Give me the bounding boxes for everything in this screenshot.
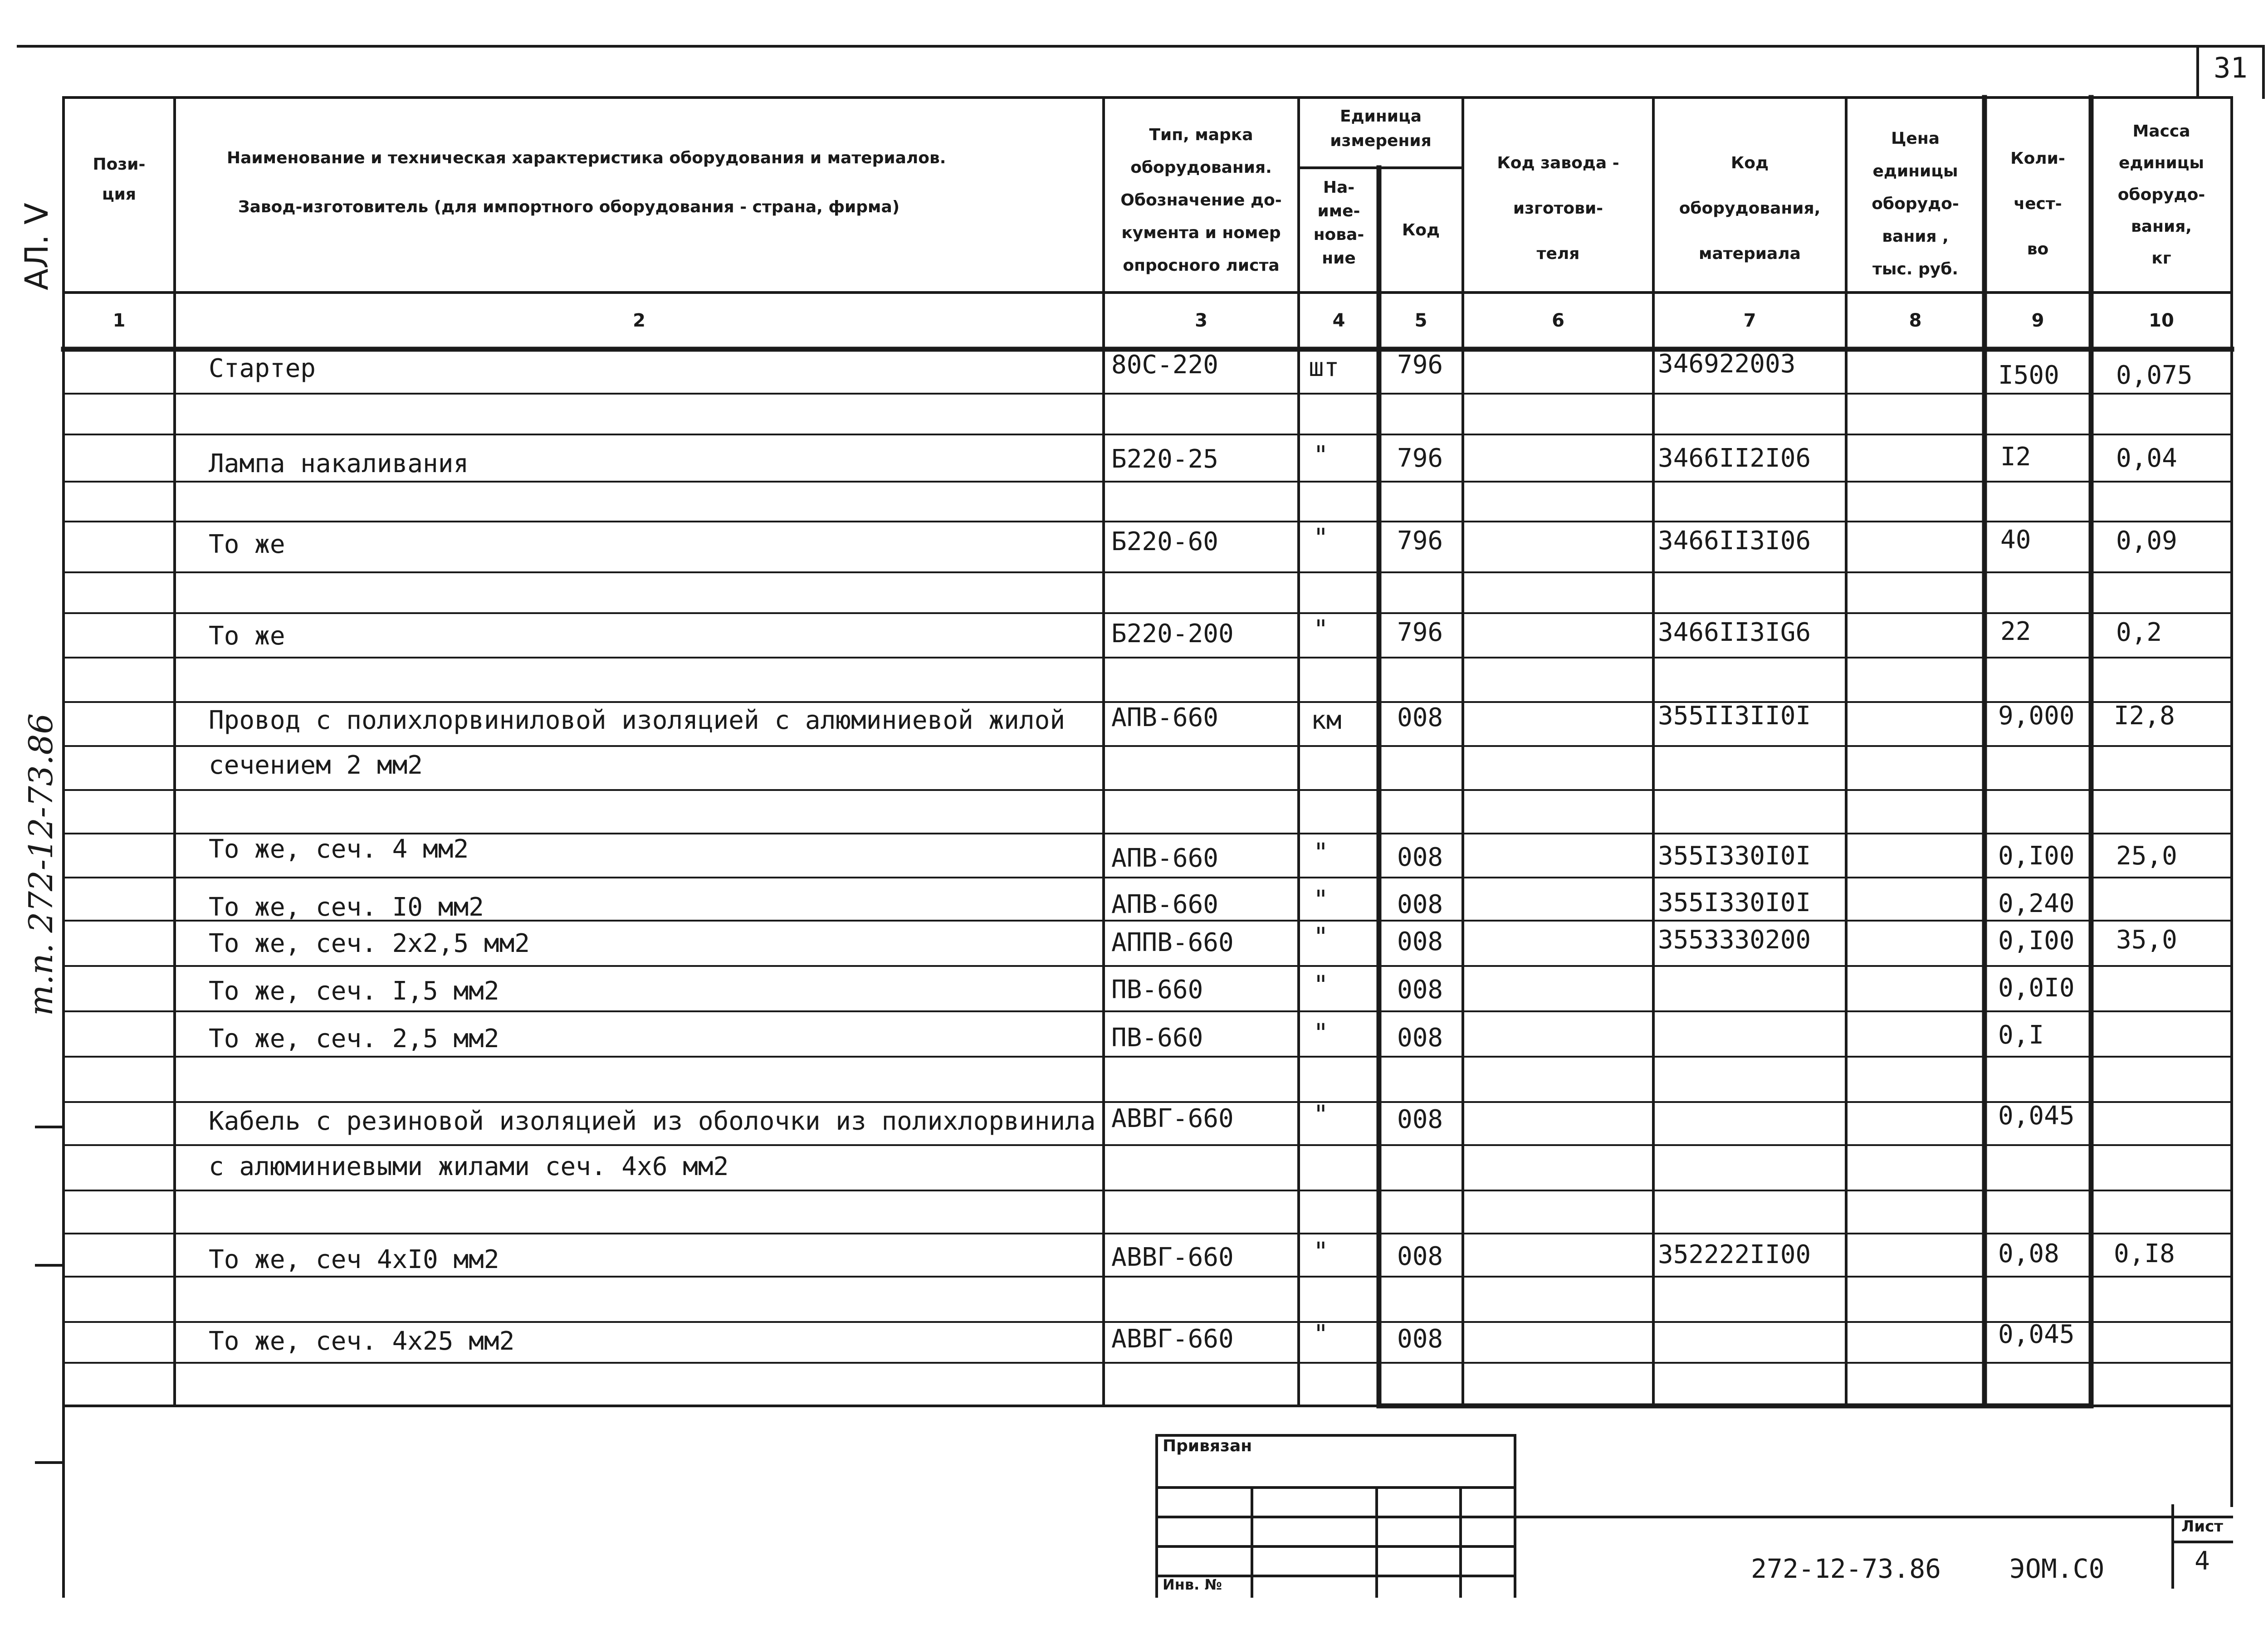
item-quantity: 0,I00 <box>1998 841 2075 871</box>
item-quantity: 0,240 <box>1998 889 2075 918</box>
item-quantity: 0,I00 <box>1998 926 2075 956</box>
document-code: 272-12-73.86 <box>1751 1553 1941 1584</box>
page-number: 31 <box>2214 51 2248 84</box>
item-mass: 0,2 <box>2116 618 2162 647</box>
item-unit: " <box>1313 1019 1329 1048</box>
item-unit-code: 008 <box>1397 927 1443 956</box>
column-number: 2 <box>633 310 645 331</box>
item-mass: 0,I8 <box>2114 1239 2175 1268</box>
header-quantity: Коли- чест- во <box>2010 149 2065 259</box>
item-unit-code: 796 <box>1397 618 1443 647</box>
item-name: То же, сеч. 4 мм2 <box>209 834 469 864</box>
item-equipment-code: 346922003 <box>1658 349 1796 379</box>
item-name: Стартер <box>209 354 316 383</box>
stamp-sheet-label: Лист <box>2181 1517 2223 1536</box>
item-name: То же, сеч. 2,5 мм2 <box>209 1024 499 1054</box>
item-type: ПВ-660 <box>1111 1023 1203 1053</box>
column-number: 7 <box>1743 310 1756 331</box>
header-unit: Единица измерения <box>1330 107 1432 150</box>
item-unit: " <box>1313 441 1329 470</box>
item-unit: " <box>1313 971 1329 1000</box>
item-equipment-code: 355I330I0I <box>1658 888 1811 917</box>
item-quantity: 40 <box>2000 525 2031 555</box>
item-type: АВВГ-660 <box>1111 1324 1234 1354</box>
item-quantity: 0,I <box>1998 1020 2044 1050</box>
item-type: АВВГ-660 <box>1111 1243 1234 1272</box>
column-number: 1 <box>112 310 126 331</box>
item-type: Б220-60 <box>1111 527 1219 556</box>
header-equipment-code: Код оборудования, материала <box>1679 154 1821 263</box>
item-equipment-code: 3553330200 <box>1658 925 1811 955</box>
header-type: Тип, марка оборудования. Обозначение до- кумента и номер опросного листа <box>1120 126 1282 275</box>
item-unit: " <box>1313 1320 1329 1349</box>
item-unit: км <box>1311 706 1342 735</box>
album-label: АЛ. V <box>18 203 55 290</box>
item-equipment-code: 3466II3I06 <box>1658 526 1811 556</box>
item-type: АВВГ-660 <box>1111 1104 1234 1133</box>
item-unit: шт <box>1309 353 1339 382</box>
item-mass: 35,0 <box>2116 925 2177 955</box>
item-unit-code: 796 <box>1397 350 1443 380</box>
item-quantity: 0,045 <box>1998 1320 2075 1349</box>
item-unit-code: 008 <box>1397 890 1443 919</box>
item-quantity: I2 <box>2000 442 2031 472</box>
item-type: АППВ-660 <box>1111 928 1234 957</box>
item-mass: I2,8 <box>2114 701 2175 731</box>
item-unit-code: 796 <box>1397 444 1443 473</box>
item-name: То же, сеч. I0 мм2 <box>209 893 484 922</box>
item-name: Провод с полихлорвиниловой изоляцией с алюминиевой жилой <box>209 706 1066 735</box>
column-number: 8 <box>1909 310 1922 331</box>
column-number: 5 <box>1414 310 1427 331</box>
item-name: Кабель с резиновой изоляцией из оболочки из полихлорвинила <box>209 1107 1096 1136</box>
item-unit: " <box>1313 615 1329 644</box>
item-unit-code: 008 <box>1397 975 1443 1005</box>
item-unit: " <box>1313 885 1329 915</box>
header-price: Цена единицы оборудо- вания , тыс. руб. <box>1872 129 1959 278</box>
header-unit-code: Код <box>1402 221 1440 239</box>
column-number: 4 <box>1332 310 1345 331</box>
header-plant-code: Код завода - изготови- теля <box>1497 154 1619 263</box>
item-type: АПВ-660 <box>1111 703 1219 732</box>
item-name-continuation: с алюминиевыми жилами сеч. 4х6 мм2 <box>209 1152 729 1181</box>
item-name: То же, сеч. 2х2,5 мм2 <box>209 929 530 958</box>
item-name-continuation: сечением 2 мм2 <box>209 751 423 780</box>
item-name: То же, сеч. I,5 мм2 <box>209 976 499 1006</box>
item-quantity: 22 <box>2000 617 2031 646</box>
item-unit-code: 008 <box>1397 1242 1443 1271</box>
stamp-bound-label: Привязан <box>1163 1437 1252 1455</box>
item-quantity: 0,045 <box>1998 1101 2075 1131</box>
item-name: То же <box>209 530 285 559</box>
header-mass: Масса единицы оборудо- вания, кг <box>2117 122 2205 268</box>
item-name: Лампа накаливания <box>209 449 469 478</box>
item-quantity: 0,0I0 <box>1998 973 2075 1003</box>
item-name: То же, сеч 4хI0 мм2 <box>209 1245 499 1274</box>
item-unit-code: 796 <box>1397 526 1443 556</box>
item-quantity: 0,08 <box>1998 1239 2059 1268</box>
item-equipment-code: 352222II00 <box>1658 1240 1811 1269</box>
item-mass: 25,0 <box>2116 841 2177 871</box>
item-quantity: I500 <box>1998 361 2059 390</box>
item-equipment-code: 355II3II0I <box>1658 701 1811 731</box>
stamp-inventory-label: Инв. № <box>1163 1576 1222 1593</box>
item-type: 80С-220 <box>1111 350 1219 380</box>
project-code-side: т.п. 272-12-73.86 <box>22 713 60 1016</box>
item-unit: " <box>1313 1237 1329 1267</box>
item-name: То же <box>209 621 285 651</box>
item-unit: " <box>1313 922 1329 952</box>
item-type: АПВ-660 <box>1111 844 1219 873</box>
item-mass: 0,075 <box>2116 361 2193 390</box>
column-number: 6 <box>1552 310 1564 331</box>
header-name-line2: Завод-изготовитель (для импортного оборудования - страна, фирма) <box>238 198 900 216</box>
item-unit: " <box>1313 1100 1329 1130</box>
item-unit-code: 008 <box>1397 843 1443 872</box>
item-type: ПВ-660 <box>1111 975 1203 1005</box>
column-number: 10 <box>2149 310 2174 331</box>
item-unit-code: 008 <box>1397 1105 1443 1134</box>
item-equipment-code: 355I330I0I <box>1658 841 1811 871</box>
item-unit: " <box>1313 838 1329 868</box>
header-position: Пози- ция <box>93 155 146 204</box>
item-equipment-code: 3466II3IG6 <box>1658 618 1811 647</box>
document-mark: ЭОМ.С0 <box>2009 1553 2105 1584</box>
item-name: То же, сеч. 4х25 мм2 <box>209 1327 515 1356</box>
column-number: 3 <box>1195 310 1207 331</box>
item-unit-code: 008 <box>1397 1023 1443 1053</box>
stamp-sheet-number: 4 <box>2195 1546 2210 1576</box>
item-type: Б220-200 <box>1111 619 1234 649</box>
item-equipment-code: 3466II2I06 <box>1658 444 1811 473</box>
item-quantity: 9,000 <box>1998 701 2075 731</box>
item-unit-code: 008 <box>1397 703 1443 732</box>
item-mass: 0,09 <box>2116 526 2177 556</box>
item-unit-code: 008 <box>1397 1324 1443 1354</box>
item-type: АПВ-660 <box>1111 890 1219 919</box>
column-number: 9 <box>2031 310 2044 331</box>
header-unit-name: На- име- нова- ние <box>1313 178 1364 268</box>
item-unit: " <box>1313 523 1329 553</box>
header-name-line1: Наименование и техническая характеристика оборудования и материалов. <box>227 149 946 167</box>
item-type: Б220-25 <box>1111 444 1219 474</box>
item-mass: 0,04 <box>2116 444 2177 473</box>
